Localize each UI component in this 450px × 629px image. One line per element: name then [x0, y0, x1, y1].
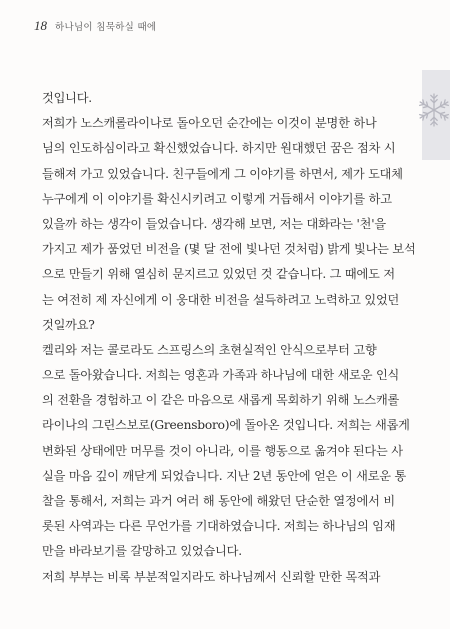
- text-line: 저희 부부는 비록 부분적일지라도 하나님께서 신뢰할 만한 목적과: [42, 569, 381, 584]
- page-number: 18: [34, 18, 47, 33]
- text-line: 변화된 상태에만 머무를 것이 아니라, 이를 행동으로 옮겨야 된다는 사: [42, 443, 403, 458]
- running-head: 하나님이 침묵하실 때에: [55, 22, 157, 33]
- text-line: 의 전환을 경험하고 이 같은 마음으로 새롭게 목회하기 위해 노스캐롤: [42, 393, 400, 408]
- text-line: 켈리와 저는 콜로라도 스프링스의 초현실적인 안식으로부터 고향: [42, 342, 377, 357]
- text-line: 저희가 노스캐롤라이나로 돌아오던 순간에는 이것이 분명한 하나: [42, 116, 377, 131]
- text-line: 것입니다.: [42, 91, 92, 105]
- text-line: 으로 만들기 위해 열심히 문지르고 있었던 것 같습니다. 그 때에도 저: [42, 267, 395, 282]
- text-line: 누구에게 이 이야기를 확신시키려고 이렇게 거듭해서 이야기를 하고: [42, 191, 392, 206]
- text-line: 들해져 가고 있었습니다. 친구들에게 그 이야기를 하면서, 제가 도대체: [42, 166, 403, 181]
- text-line: 만을 바라보기를 갈망하고 있었습니다.: [42, 544, 242, 559]
- snowflake-icon: [410, 84, 450, 136]
- text-line: 실을 마음 깊이 깨닫게 되었습니다. 지난 2년 동안에 얻은 이 새로운 통: [42, 468, 407, 483]
- text-line: 가지고 제가 품었던 비전을 (몇 달 전에 빛나던 것처럼) 밝게 빛나는 보석: [42, 242, 416, 257]
- page-header: [34, 18, 156, 34]
- text-line: 는 여전히 제 자신에게 이 웅대한 비전을 설득하려고 노력하고 있었던: [42, 292, 400, 307]
- text-line: 라이나의 그린스보로(Greensboro)에 돌아온 것입니다. 저희는 새롭게: [42, 418, 410, 433]
- text-line: 것일까요?: [42, 317, 95, 332]
- text-line: 님의 인도하심이라고 확신했었습니다. 하지만 원대했던 꿈은 점차 시: [42, 141, 396, 156]
- text-line: 찰을 통해서, 저희는 과거 여러 해 동안에 해왔던 단순한 열정에서 비: [42, 494, 395, 508]
- text-line: 롯된 사역과는 다른 무언가를 기대하였습니다. 저희는 하나님의 임재: [42, 519, 396, 534]
- body-text: [42, 86, 416, 590]
- text-line: 있을까 하는 생각이 들었습니다. 생각해 보면, 저는 대화라는 '천'을: [42, 216, 386, 231]
- text-line: 으로 돌아왔습니다. 저희는 영혼과 가족과 하나님에 대한 새로운 인식: [42, 368, 400, 383]
